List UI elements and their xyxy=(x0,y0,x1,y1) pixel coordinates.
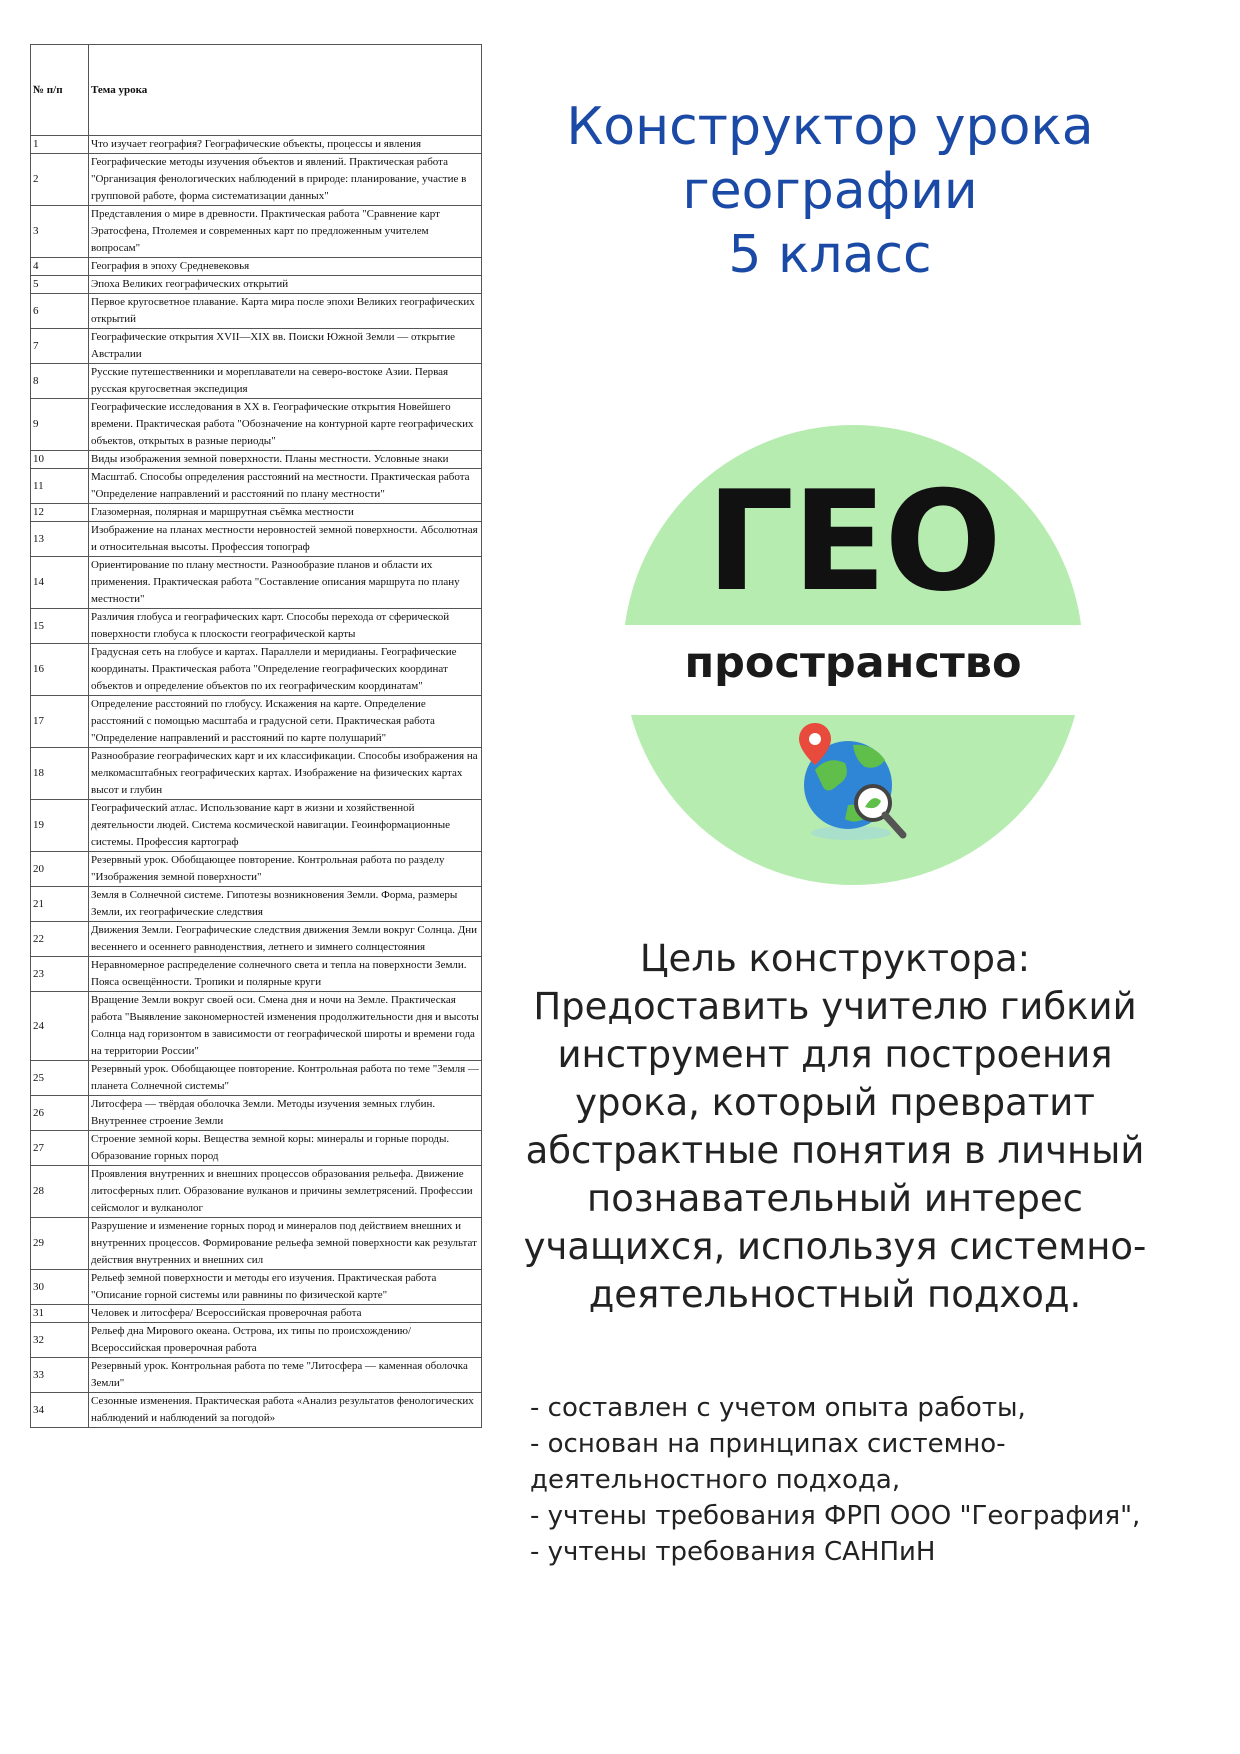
table-row xyxy=(31,294,482,329)
lesson-topic: Проявления внутренних и внешних процессов образования рельефа. Движение литосферных плит. Образование вулканов и причины землетрясений. Профессии сейсмолог и вулканолог xyxy=(89,1166,482,1218)
title-line: географии xyxy=(682,161,978,221)
lesson-number: 19 xyxy=(31,800,89,852)
table-row xyxy=(31,609,482,644)
lesson-topic: Географический атлас. Использование карт в жизни и хозяйственной деятельности людей. Система космической навигации. Геоинформационные системы. Профессия картограф xyxy=(89,800,482,852)
lesson-number: 22 xyxy=(31,922,89,957)
lesson-topic: Разрушение и изменение горных пород и минералов под действием внешних и внутренних процессов. Формирование рельефа земной поверхности как результат действия внутренних и внешних сил xyxy=(89,1218,482,1270)
table-row xyxy=(31,1166,482,1218)
lesson-number: 34 xyxy=(31,1393,89,1428)
lesson-topic: Определение расстояний по глобусу. Искажения на карте. Определение расстояний с помощью масштаба и градусной сети. Практическая работа "Определение направлений и расстояний по карте полушарий" xyxy=(89,696,482,748)
goal-line: учащихся, используя системно- xyxy=(523,1225,1147,1268)
lesson-number: 1 xyxy=(31,136,89,154)
table-row xyxy=(31,1061,482,1096)
title-line: Конструктор урока xyxy=(566,97,1094,157)
lesson-number: 2 xyxy=(31,154,89,206)
page-title xyxy=(530,95,1130,287)
lesson-number: 4 xyxy=(31,258,89,276)
lesson-number: 12 xyxy=(31,504,89,522)
lesson-topic: Движения Земли. Географические следствия движения Земли вокруг Солнца. Дни весеннего и осеннего равноденствия, летнего и зимнего солнцестояния xyxy=(89,922,482,957)
lesson-topic: Человек и литосфера/ Всероссийская проверочная работа xyxy=(89,1305,482,1323)
lesson-topic: Резервный урок. Обобщающее повторение. Контрольная работа по разделу "Изображения земной поверхности" xyxy=(89,852,482,887)
goal-line: абстрактные понятия в личный xyxy=(525,1129,1145,1172)
geo-space-logo xyxy=(623,425,1083,885)
lesson-topic: Вращение Земли вокруг своей оси. Смена дня и ночи на Земле. Практическая работа "Выявление закономерностей изменения продолжительности дня и высоты Солнца над горизонтом в зависимости от географической широты и времени года на территории России" xyxy=(89,992,482,1061)
lesson-topic: Неравномерное распределение солнечного света и тепла на поверхности Земли. Пояса освещённости. Тропики и полярные круги xyxy=(89,957,482,992)
table-row xyxy=(31,1393,482,1428)
lesson-number: 24 xyxy=(31,992,89,1061)
lesson-number: 14 xyxy=(31,557,89,609)
table-row xyxy=(31,557,482,609)
table-row xyxy=(31,992,482,1061)
lesson-topic: Рельеф земной поверхности и методы его изучения. Практическая работа "Описание горной системы или равнины по физической карте" xyxy=(89,1270,482,1305)
globe-with-magnifier-icon xyxy=(793,715,913,845)
lesson-topic: Разнообразие географических карт и их классификации. Способы изображения на мелкомасштабных географических картах. Изображение на физических картах высот и глубин xyxy=(89,748,482,800)
header-topic: Тема урока xyxy=(89,45,482,136)
table-row xyxy=(31,206,482,258)
features-list xyxy=(530,1390,1220,1570)
table-row xyxy=(31,1096,482,1131)
table-row xyxy=(31,399,482,451)
constructor-goal xyxy=(505,935,1165,1319)
table-row xyxy=(31,922,482,957)
table-row xyxy=(31,504,482,522)
lesson-number: 18 xyxy=(31,748,89,800)
table-row xyxy=(31,329,482,364)
lesson-number: 20 xyxy=(31,852,89,887)
lesson-topic: Градусная сеть на глобусе и картах. Параллели и меридианы. Географические координаты. Практическая работа "Определение географических координат объектов и определение объектов по их географическим координатам" xyxy=(89,644,482,696)
goal-line: Цель конструктора: xyxy=(639,937,1031,980)
table-row xyxy=(31,696,482,748)
table-row xyxy=(31,364,482,399)
table-row xyxy=(31,1323,482,1358)
lesson-topic: Земля в Солнечной системе. Гипотезы возникновения Земли. Форма, размеры Земли, их географические следствия xyxy=(89,887,482,922)
lesson-number: 17 xyxy=(31,696,89,748)
lesson-topic: Первое кругосветное плавание. Карта мира после эпохи Великих географических открытий xyxy=(89,294,482,329)
lesson-topic: Сезонные изменения. Практическая работа «Анализ результатов фенологических наблюдений и наблюдений за погодой» xyxy=(89,1393,482,1428)
lesson-number: 25 xyxy=(31,1061,89,1096)
table-row xyxy=(31,1305,482,1323)
table-row xyxy=(31,644,482,696)
lessons-body xyxy=(31,136,482,1428)
table-row xyxy=(31,852,482,887)
lesson-number: 5 xyxy=(31,276,89,294)
goal-line: инструмент для построения xyxy=(557,1033,1113,1076)
logo-word-space: пространство xyxy=(684,638,1022,688)
lesson-number: 9 xyxy=(31,399,89,451)
table-header-row xyxy=(31,45,482,136)
table-row xyxy=(31,136,482,154)
table-row xyxy=(31,748,482,800)
logo-word-geo: ГЕО xyxy=(706,461,1000,622)
table-row xyxy=(31,469,482,504)
table-row xyxy=(31,451,482,469)
lesson-topic: Резервный урок. Обобщающее повторение. Контрольная работа по теме "Земля — планета Солнечной системы" xyxy=(89,1061,482,1096)
lesson-topic: Географические исследования в XX в. Географические открытия Новейшего времени. Практическая работа "Обозначение на контурной карте географических объектов, открытых в разные периоды" xyxy=(89,399,482,451)
table-row xyxy=(31,154,482,206)
table-row xyxy=(31,1270,482,1305)
lesson-number: 30 xyxy=(31,1270,89,1305)
lesson-topic: География в эпоху Средневековья xyxy=(89,258,482,276)
goal-line: познавательный интерес xyxy=(587,1177,1083,1220)
lesson-number: 3 xyxy=(31,206,89,258)
lesson-number: 32 xyxy=(31,1323,89,1358)
lesson-number: 26 xyxy=(31,1096,89,1131)
goal-line: Предоставить учителю гибкий xyxy=(533,985,1137,1028)
lesson-topic: Изображение на планах местности неровностей земной поверхности. Абсолютная и относительная высоты. Профессия топограф xyxy=(89,522,482,557)
table-row xyxy=(31,1218,482,1270)
lesson-topic: Резервный урок. Контрольная работа по теме "Литосфера — каменная оболочка Земли" xyxy=(89,1358,482,1393)
lesson-number: 29 xyxy=(31,1218,89,1270)
table-row xyxy=(31,258,482,276)
header-number: № п/п xyxy=(31,45,89,136)
lesson-topic: Географические открытия XVII—XIX вв. Поиски Южной Земли — открытие Австралии xyxy=(89,329,482,364)
lesson-number: 13 xyxy=(31,522,89,557)
lesson-number: 10 xyxy=(31,451,89,469)
lesson-topic: Географические методы изучения объектов и явлений. Практическая работа "Организация фенологических наблюдений в природе: планирование, участие в групповой работе, форма систематизации данных" xyxy=(89,154,482,206)
lesson-number: 15 xyxy=(31,609,89,644)
lesson-topic: Что изучает география? Географические объекты, процессы и явления xyxy=(89,136,482,154)
lesson-topic: Виды изображения земной поверхности. Планы местности. Условные знаки xyxy=(89,451,482,469)
table-row xyxy=(31,522,482,557)
goal-line: урока, который превратит xyxy=(575,1081,1095,1124)
table-row xyxy=(31,1131,482,1166)
lesson-topic: Строение земной коры. Вещества земной коры: минералы и горные породы. Образование горных пород xyxy=(89,1131,482,1166)
title-line: 5 класс xyxy=(728,225,932,285)
lesson-topic: Литосфера — твёрдая оболочка Земли. Методы изучения земных глубин. Внутреннее строение Земли xyxy=(89,1096,482,1131)
lesson-number: 6 xyxy=(31,294,89,329)
table-row xyxy=(31,276,482,294)
table-row xyxy=(31,957,482,992)
lesson-number: 7 xyxy=(31,329,89,364)
lesson-topic: Различия глобуса и географических карт. Способы перехода от сферической поверхности глобуса к плоскости географической карты xyxy=(89,609,482,644)
feature-item: - учтены требования САНПиН xyxy=(530,1537,936,1567)
lesson-topic: Масштаб. Способы определения расстояний на местности. Практическая работа "Определение направлений и расстояний по плану местности" xyxy=(89,469,482,504)
feature-item: - основан на принципах системно- xyxy=(530,1429,1006,1459)
lesson-topic: Представления о мире в древности. Практическая работа "Сравнение карт Эратосфена, Птолемея и современных карт по предложенным учителем вопросам" xyxy=(89,206,482,258)
lesson-number: 8 xyxy=(31,364,89,399)
lesson-topic: Глазомерная, полярная и маршрутная съёмка местности xyxy=(89,504,482,522)
lesson-number: 28 xyxy=(31,1166,89,1218)
lesson-topic: Рельеф дна Мирового океана. Острова, их типы по происхождению/ Всероссийская проверочная работа xyxy=(89,1323,482,1358)
feature-item: деятельностного подхода, xyxy=(530,1465,901,1495)
goal-line: деятельностный подход. xyxy=(588,1273,1082,1316)
feature-item: - составлен с учетом опыта работы, xyxy=(530,1393,1026,1423)
table-row xyxy=(31,1358,482,1393)
table-row xyxy=(31,887,482,922)
lesson-number: 16 xyxy=(31,644,89,696)
lessons-table xyxy=(30,44,482,1428)
table-row xyxy=(31,800,482,852)
lesson-topic: Эпоха Великих географических открытий xyxy=(89,276,482,294)
lesson-number: 27 xyxy=(31,1131,89,1166)
lesson-topic: Ориентирование по плану местности. Разнообразие планов и области их применения. Практическая работа "Составление описания маршрута по плану местности" xyxy=(89,557,482,609)
lesson-topic: Русские путешественники и мореплаватели на северо-востоке Азии. Первая русская кругосветная экспедиция xyxy=(89,364,482,399)
lesson-number: 21 xyxy=(31,887,89,922)
lesson-number: 11 xyxy=(31,469,89,504)
feature-item: - учтены требования ФРП ООО "География", xyxy=(530,1501,1141,1531)
lesson-number: 23 xyxy=(31,957,89,992)
lesson-number: 33 xyxy=(31,1358,89,1393)
lesson-number: 31 xyxy=(31,1305,89,1323)
